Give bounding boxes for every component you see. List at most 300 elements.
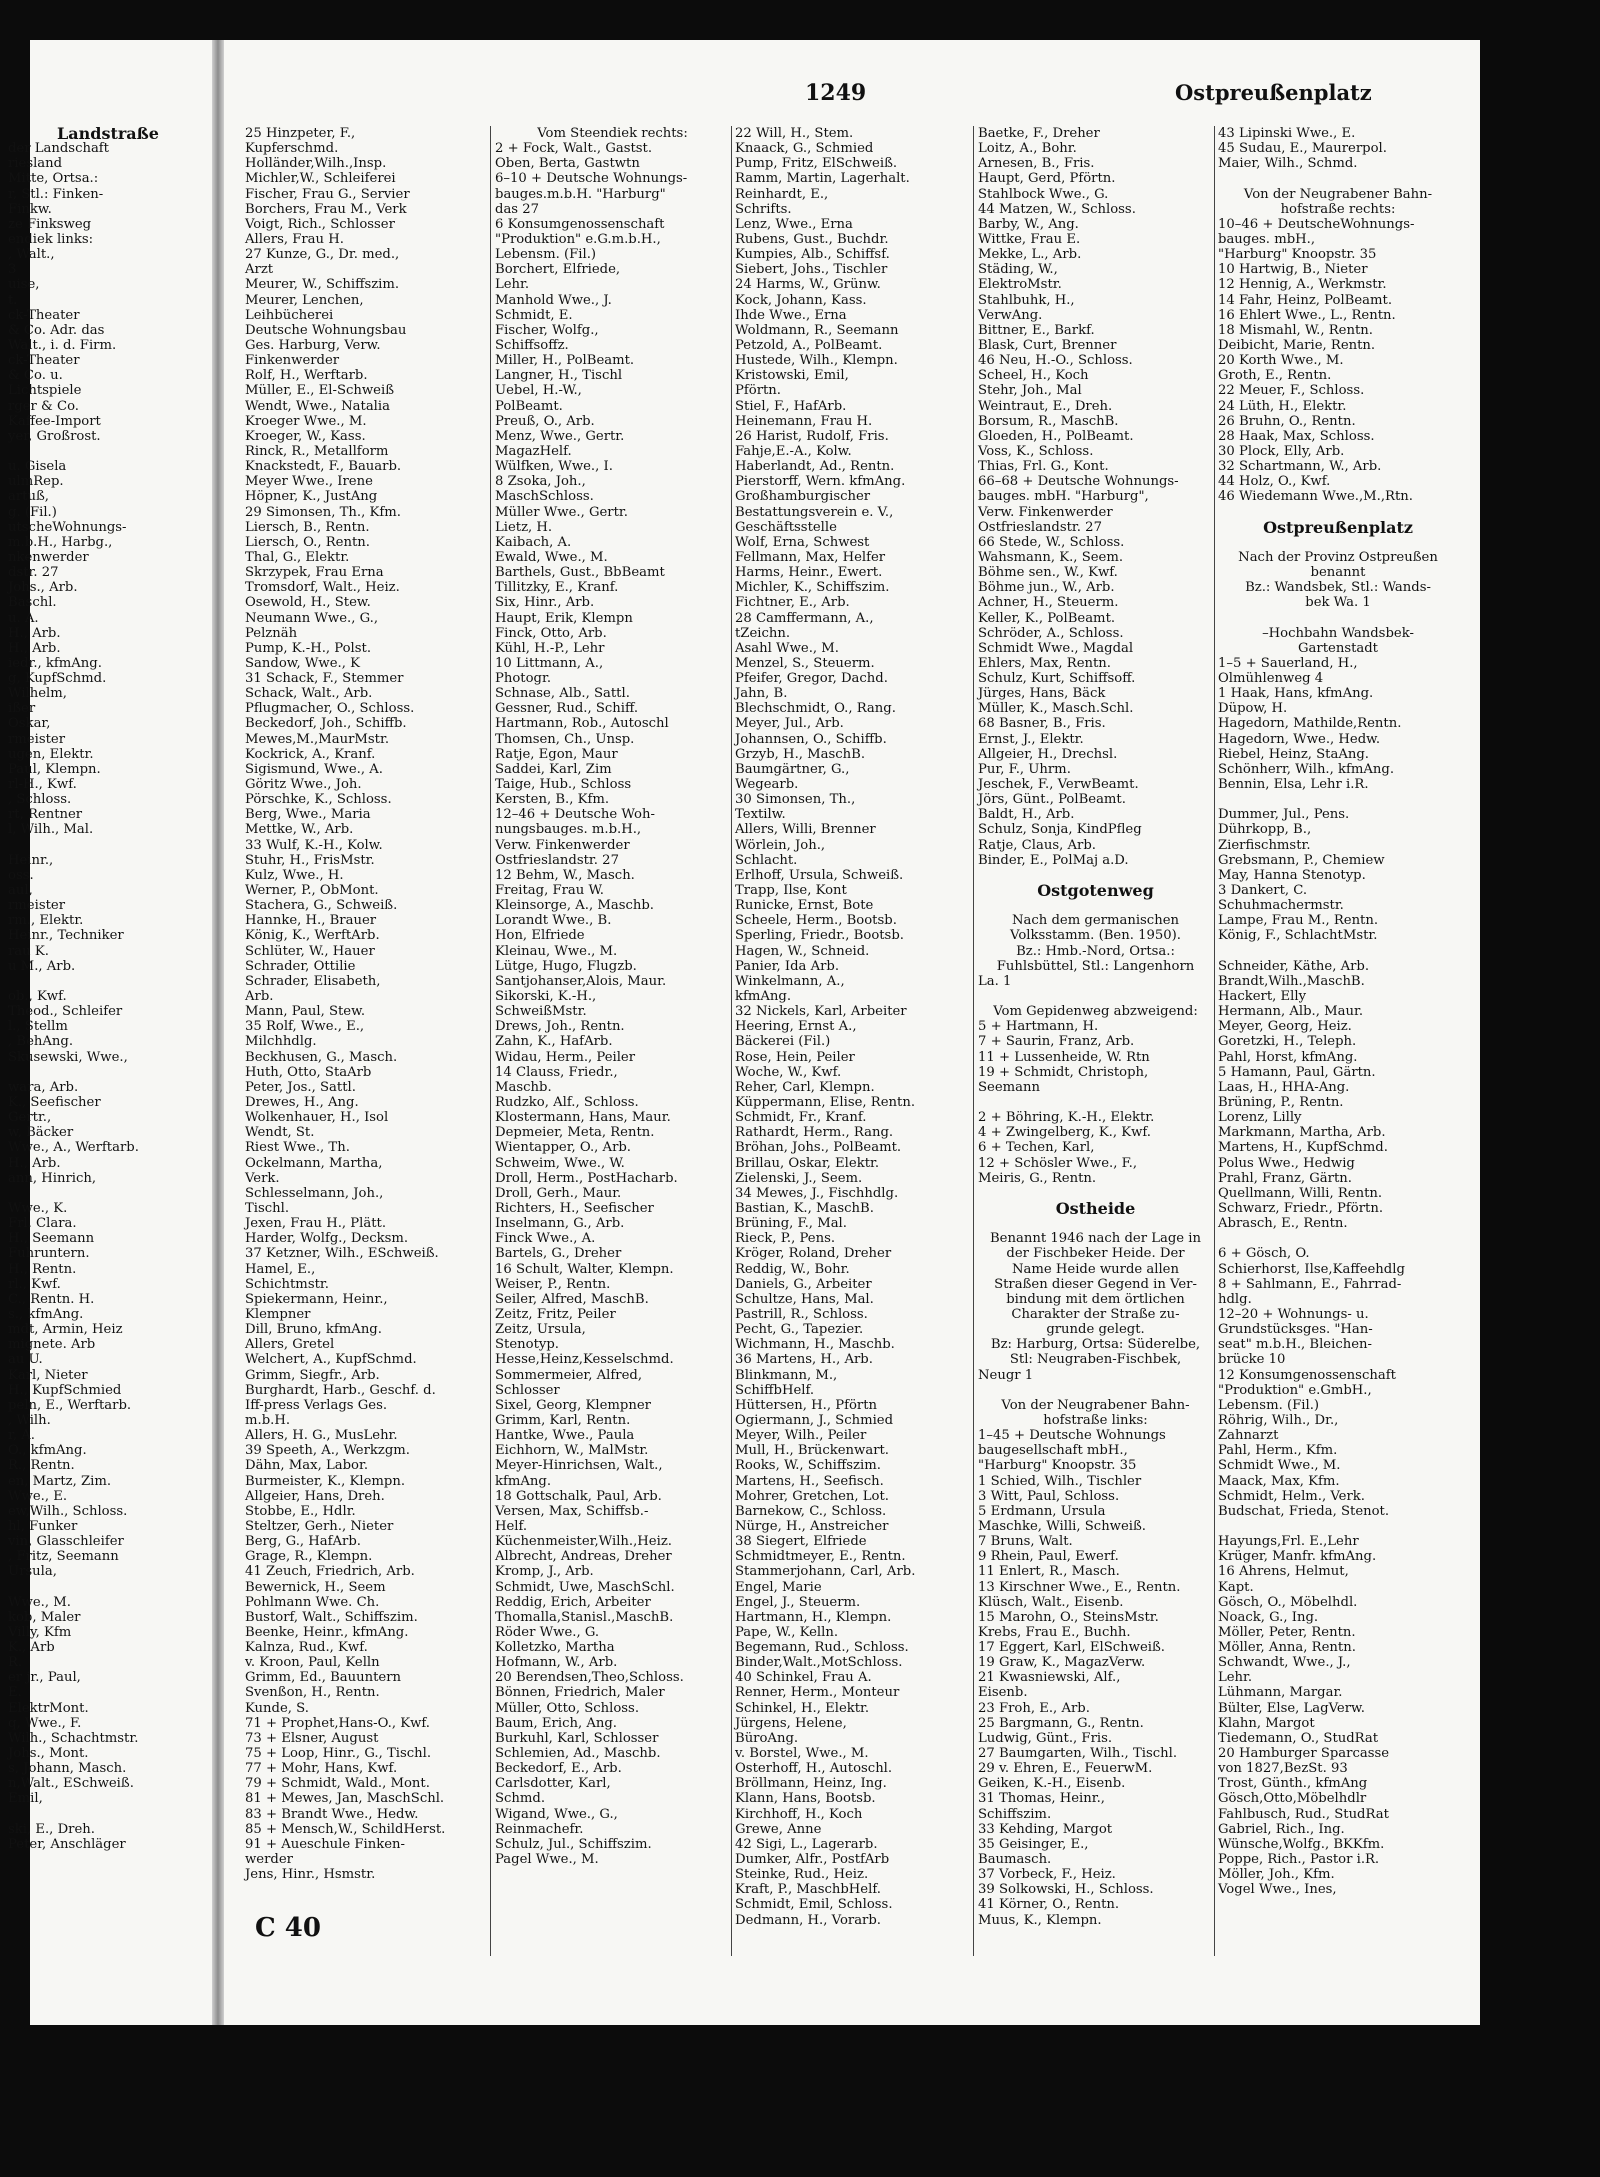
directory-line: Jahn, B. — [735, 686, 788, 702]
directory-line: Baldt, H., Arb. — [978, 807, 1075, 823]
directory-line: Kleinsorge, A., Maschb. — [495, 898, 654, 914]
directory-line: Emil, — [8, 1791, 43, 1807]
directory-column-3 — [495, 126, 730, 1867]
directory-line: Pagel Wwe., M. — [495, 1852, 599, 1868]
directory-line: Uebel, H.-W., — [495, 383, 582, 399]
directory-line: Droll, Gerh., Maur. — [495, 1185, 622, 1201]
directory-line: Stahlbock Wwe., G. — [978, 186, 1109, 202]
directory-line: Sigismund, Wwe., A. — [245, 761, 383, 777]
directory-line: Oben, Berta, Gastwtn — [495, 156, 640, 172]
directory-line: Lehr. — [495, 277, 530, 293]
directory-line: Kroeger, W., Kass. — [245, 428, 366, 444]
directory-line: Welchert, A., KupfSchmd. — [245, 1352, 417, 1368]
directory-line: Seiler, Alfred, MaschB. — [495, 1291, 649, 1307]
directory-line: Rubens, Gust., Buchdr. — [735, 231, 889, 247]
directory-line: Möller, Peter, Rentn. — [1218, 1624, 1356, 1640]
directory-line: Gloeden, H., PolBeamt. — [978, 428, 1134, 444]
directory-line: 2 + Fock, Walt., Gastst. — [495, 141, 653, 157]
directory-line: ski, E., Dreh. — [8, 1821, 95, 1837]
directory-line: Kolletzko, Martha — [495, 1640, 615, 1656]
directory-line: Blinkmann, M., — [735, 1367, 838, 1383]
directory-line: Pelznäh — [245, 625, 298, 641]
directory-line: mignete. Arb — [8, 1337, 96, 1353]
directory-line: 32 Nickels, Karl, Arbeiter — [735, 1004, 907, 1020]
directory-line: Binder, E., PolMaj a.D. — [978, 852, 1129, 868]
directory-line: Bäckerei (Fil.) — [735, 1034, 831, 1050]
directory-line: ew,Wilh., Schloss. — [8, 1503, 128, 1519]
directory-line: Six, Hinr., Arb. — [495, 595, 595, 611]
directory-line: Deutsche Wohnungsbau — [245, 322, 407, 338]
directory-line: Steinke, Rud., Heiz. — [735, 1867, 869, 1883]
directory-line: rt, Rentner — [8, 807, 83, 823]
directory-line: BüroAng. — [735, 1730, 799, 1746]
directory-line: Hüttersen, H., Pförtn — [735, 1397, 878, 1413]
directory-line: Kühl, H.-P., Lehr — [495, 640, 605, 656]
directory-line: Röhrig, Wilh., Dr., — [1218, 1412, 1339, 1428]
directory-line: Kroeger Wwe., M. — [245, 413, 367, 429]
directory-line: Böhme jun., W., Arb. — [978, 580, 1115, 596]
directory-line: Liersch, O., Rentn. — [245, 534, 370, 550]
directory-line: nkenwerder — [8, 549, 89, 565]
directory-line: Hon, Elfriede — [495, 928, 585, 944]
directory-line: Schwarz, Friedr., Pförtn. — [1218, 1200, 1384, 1216]
directory-line: Meurer, W., Schiffszim. — [245, 277, 400, 293]
directory-line: 3 Witt, Paul, Schloss. — [978, 1488, 1120, 1504]
directory-line: Schmidt, Emil, Schloss. — [735, 1897, 893, 1913]
directory-line: Keller, K., PolBeamt. — [978, 610, 1116, 626]
directory-line: Weintraut, E., Dreh. — [978, 398, 1113, 414]
directory-line: l., Stellm — [8, 1019, 68, 1035]
directory-line: Kock, Johann, Kass. — [735, 292, 867, 308]
directory-line: Werner, P., ObMont. — [245, 883, 379, 899]
directory-line: Schrader, Elisabeth, — [245, 973, 381, 989]
directory-line: MagazHelf. — [495, 443, 572, 459]
directory-line: 81 + Mewes, Jan, MaschSchl. — [245, 1791, 445, 1807]
directory-line: Helf. — [495, 1518, 528, 1534]
directory-line: C., Rentn. H. — [8, 1291, 95, 1307]
directory-line: ck-Theater — [8, 307, 80, 323]
column-rule — [490, 126, 491, 1956]
directory-line: 12 + Schösler Wwe., F., — [978, 1155, 1138, 1171]
directory-line: Lichtspiele — [8, 383, 82, 399]
directory-line: Olmühlenweg 4 — [1218, 671, 1324, 687]
directory-line: 16 Ahrens, Helmut, — [1218, 1564, 1349, 1580]
directory-line: Schrader, Ottilie — [245, 958, 356, 974]
directory-line: 1–45 + Deutsche Wohnungs — [978, 1428, 1166, 1444]
directory-line: Ockelmann, Martha, — [245, 1155, 383, 1171]
directory-line: 23 Froh, E., Arb. — [978, 1700, 1090, 1716]
directory-line: Müller, K., Masch.Schl. — [978, 701, 1134, 717]
directory-line: Schierhorst, Ilse,Kaffeehdlg — [1218, 1261, 1405, 1277]
directory-line: Engel, J., Steuerm. — [735, 1594, 861, 1610]
directory-line: Vogel Wwe., Ines, — [1218, 1882, 1337, 1898]
directory-line: Berg, Wwe., Maria — [245, 807, 371, 823]
directory-line: Schmidt, Helm., Verk. — [1218, 1488, 1365, 1504]
directory-line: Von der Neugrabener Bahn- — [1243, 186, 1433, 202]
directory-line: Grimm, Ed., Bauuntern — [245, 1670, 402, 1686]
directory-line: n,Walt., ESchweiß. — [8, 1776, 134, 1792]
directory-line: Saddei, Karl, Zim — [495, 761, 612, 777]
directory-line: Baschl. — [8, 595, 57, 611]
directory-line: Röder Wwe., G. — [495, 1624, 600, 1640]
directory-line: Bz.: Wandsbek, Stl.: Wands- — [1245, 580, 1431, 596]
directory-line: Thomalla,Stanisl.,MaschB. — [495, 1609, 674, 1625]
directory-line: 1 Haak, Hans, kfmAng. — [1218, 686, 1374, 702]
directory-line: Hagedorn, Wwe., Hedw. — [1218, 731, 1381, 747]
directory-line: Stenotyp. — [495, 1337, 559, 1353]
directory-line: der Fischbeker Heide. Der — [1006, 1246, 1185, 1262]
directory-line: Schwandt, Wwe., J., — [1218, 1655, 1351, 1671]
directory-line: Verw. Finkenwerder — [978, 504, 1113, 520]
column-rule — [1214, 126, 1215, 1956]
directory-line: Bülter, Else, LagVerw. — [1218, 1700, 1365, 1716]
directory-line: Brillau, Oskar, Elektr. — [735, 1155, 880, 1171]
directory-line: 2 + Böhring, K.-H., Elektr. — [978, 1110, 1155, 1126]
directory-line — [978, 1095, 1213, 1110]
directory-line: Borsum, R., MaschB. — [978, 413, 1119, 429]
directory-line: Drewes, H., Ang. — [245, 1095, 359, 1110]
directory-line: Reher, Carl, Klempn. — [735, 1079, 875, 1095]
directory-line: 43 Lipinski Wwe., E. — [1218, 126, 1356, 141]
directory-line: Fahlbusch, Rud., StudRat — [1218, 1806, 1389, 1822]
directory-line: Ursula, — [8, 1564, 57, 1580]
directory-line: "Produktion" e.G.m.b.H., — [495, 231, 661, 247]
directory-line: Milchhdlg. — [245, 1034, 317, 1050]
directory-line: Schiffszim. — [978, 1806, 1052, 1822]
directory-line: Jens, Hinr., Hsmstr. — [245, 1867, 376, 1883]
directory-line: Hartmann, Rob., Autoschl — [495, 716, 669, 732]
directory-line: rger & Co. — [8, 398, 79, 414]
directory-line: Mekke, L., Arb. — [978, 247, 1082, 263]
directory-line: Hustede, Wilh., Klempn. — [735, 353, 898, 369]
directory-line: Finkw. — [8, 201, 52, 217]
directory-line: rmeister — [8, 898, 66, 914]
directory-line: 14 Fahr, Heinz, PolBeamt. — [1218, 292, 1393, 308]
directory-line: Allers, H. G., MusLehr. — [245, 1428, 398, 1444]
directory-line: 39 Speeth, A., Werkzgm. — [245, 1443, 410, 1459]
directory-line: Kleinau, Wwe., M. — [495, 943, 618, 959]
directory-line: Ostfrieslandstr. 27 — [978, 519, 1102, 535]
directory-line: MaschSchloss. — [495, 489, 594, 505]
directory-line: 19 Graw, K., MagazVerw. — [978, 1655, 1146, 1671]
directory-line: Riest Wwe., Th. — [245, 1140, 350, 1156]
directory-line: 17 Eggert, Karl, ElSchweiß. — [978, 1640, 1165, 1656]
directory-line: 83 + Brandt Wwe., Hedw. — [245, 1806, 419, 1822]
directory-line: Schlemien, Ad., Maschb. — [495, 1746, 661, 1762]
directory-line: 18 Gottschalk, Paul, Arb. — [495, 1488, 662, 1504]
directory-line: Burmeister, K., Klempn. — [245, 1473, 406, 1489]
directory-line — [1218, 171, 1458, 186]
directory-line: Walt., i. d. Firm. — [8, 337, 117, 353]
directory-line: Ernst, J., Elektr. — [978, 731, 1084, 747]
directory-line: w, Bäcker — [8, 1125, 74, 1141]
directory-line: 46 Neu, H.-O., Schloss. — [978, 353, 1133, 369]
directory-line: Benannt 1946 nach der Lage in — [989, 1231, 1202, 1247]
directory-line: Tischl. — [245, 1200, 290, 1216]
directory-line: Möller, Anna, Rentn. — [1218, 1640, 1356, 1656]
directory-line: Preuß, O., Arb. — [495, 413, 595, 429]
directory-line: endiek links: — [8, 231, 94, 247]
directory-line: Zeitz, Ursula, — [495, 1322, 586, 1338]
directory-line: Osterhoff, H., Autoschl. — [735, 1761, 893, 1777]
directory-line: H., Rentn. — [8, 1261, 77, 1277]
directory-line: Burkuhl, Karl, Schlosser — [495, 1730, 659, 1746]
directory-line: Maschb. — [495, 1079, 552, 1095]
directory-line: tZeichn. — [735, 625, 791, 641]
directory-line: Küchenmeister,Wilh.,Heiz. — [495, 1534, 672, 1550]
directory-line: peln, E., Werftarb. — [8, 1397, 132, 1413]
directory-line: Ogiermann, J., Schmied — [735, 1412, 894, 1428]
directory-line: 26 Harist, Rudolf, Fris. — [735, 428, 889, 444]
directory-line: Sikorski, K.-H., — [495, 989, 597, 1005]
directory-line: Droll, Herm., PostHacharb. — [495, 1170, 678, 1186]
directory-line: u. Gisela — [8, 459, 67, 475]
directory-line: Peter, Jos., Sattl. — [245, 1079, 356, 1095]
directory-line: Blask, Curt, Brenner — [978, 337, 1117, 353]
directory-line — [8, 1807, 208, 1822]
directory-line: Panier, Ida Arb. — [735, 958, 840, 974]
directory-line: Lorandt Wwe., B. — [495, 913, 612, 929]
directory-line: Thomsen, Ch., Unsp. — [495, 731, 635, 747]
directory-line: 32 Schartmann, W., Arb. — [1218, 459, 1382, 475]
directory-line: Johannsen, O., Schiffb. — [735, 731, 887, 747]
directory-line: Villy, Kfm — [8, 1624, 72, 1640]
directory-line: K., Seefischer — [8, 1095, 101, 1110]
directory-line: Dummer, Jul., Pens. — [1218, 807, 1350, 823]
directory-line: Wünsche,Wolfg., BKKfm. — [1218, 1836, 1385, 1852]
directory-line: 4 + Zwingelberg, K., Kwf. — [978, 1125, 1151, 1141]
directory-line: 22 Will, H., Stem. — [735, 126, 854, 141]
directory-line: Borchert, Elfriede, — [495, 262, 621, 278]
directory-line: Deibicht, Marie, Rentn. — [1218, 337, 1376, 353]
directory-line: Seemann — [978, 1079, 1040, 1095]
directory-line: Theod., Schleifer — [8, 1004, 123, 1020]
directory-line: 3 Dankert, C. — [1218, 883, 1308, 899]
directory-line: Peter, Anschläger — [8, 1836, 126, 1852]
directory-line: bek Wa. 1 — [1305, 595, 1371, 611]
directory-line: rau K. — [8, 943, 49, 959]
directory-line: 68 Basner, B., Fris. — [978, 716, 1106, 732]
directory-line: 10 Hartwig, B., Nieter — [1218, 262, 1368, 278]
directory-line: Müller, Otto, Schloss. — [495, 1700, 640, 1716]
directory-line — [978, 989, 1213, 1004]
directory-line: SchweißMstr. — [495, 1004, 587, 1020]
directory-line: 28 Haak, Max, Schloss. — [1218, 428, 1375, 444]
column-rule — [731, 126, 732, 1956]
directory-line: 9 Rhein, Paul, Ewerf. — [978, 1549, 1119, 1565]
directory-line: Rinck, R., Metallform — [245, 443, 389, 459]
directory-line: Noack, G., Ing. — [1218, 1609, 1319, 1625]
directory-line: Meyer-Hinrichsen, Walt., — [495, 1458, 663, 1474]
directory-line: aul, — [8, 883, 33, 899]
directory-line: bauges.m.b.H. "Harburg" — [495, 186, 666, 202]
directory-line: Wilhelm, — [8, 686, 67, 702]
directory-line: Stahlbuhk, H., — [978, 292, 1075, 308]
directory-line: 7 Bruns, Walt. — [978, 1534, 1073, 1550]
directory-line: Arzt — [245, 262, 274, 278]
directory-line: Wwe., A., Werftarb. — [8, 1140, 139, 1156]
directory-line: Lebensm. (Fil.) — [495, 247, 597, 263]
directory-line: Wwe., K. — [8, 1200, 68, 1216]
directory-line: Renner, Herm., Monteur — [735, 1685, 900, 1701]
directory-line: Bestattungsverein e. V., — [735, 504, 894, 520]
directory-line: Schmd. — [495, 1791, 546, 1807]
directory-line: Kumpies, Alb., Schiffsf. — [735, 247, 890, 263]
directory-line: & Co. Adr. das — [8, 322, 105, 338]
directory-line: Bartels, G., Dreher — [495, 1246, 622, 1262]
directory-line: Kunde, S. — [245, 1700, 309, 1716]
directory-line: Baetke, F., Dreher — [978, 126, 1100, 141]
directory-line: ugen, Elektr. — [8, 746, 94, 762]
directory-line: Albrecht, Andreas, Dreher — [495, 1549, 672, 1565]
directory-line: Tiedemann, O., StudRat — [1218, 1730, 1379, 1746]
directory-line: Baum, Erich, Ang. — [495, 1715, 617, 1731]
directory-line: Krüger, Manfr. kfmAng. — [1218, 1549, 1377, 1565]
directory-line: 20 Korth Wwe., M. — [1218, 353, 1344, 369]
directory-line: Skusewski, Wwe., — [8, 1049, 128, 1065]
directory-line: 24 Lüth, H., Elektr. — [1218, 398, 1347, 414]
directory-line: u M., Arb. — [8, 958, 76, 974]
directory-line: 40 Schinkel, Frau A. — [735, 1670, 872, 1686]
directory-line: Knackstedt, F., Bauarb. — [245, 459, 402, 475]
street-heading: Ostpreußenplatz — [1263, 517, 1413, 537]
directory-line: Fahje,E.-A., Kolw. — [735, 443, 852, 459]
directory-line: Thias, Frl. G., Kont. — [978, 459, 1109, 475]
directory-line: Hagen, W., Schneid. — [735, 943, 870, 959]
directory-line: 44 Holz, O., Kwf. — [1218, 474, 1331, 490]
directory-line: utscheWohnungs- — [8, 519, 127, 535]
directory-line: Carlsdotter, Karl, — [495, 1776, 611, 1792]
book-gutter — [212, 40, 224, 2025]
directory-line: Heinr., Techniker — [8, 928, 124, 944]
directory-line: Siebert, Johs., Tischler — [735, 262, 888, 278]
directory-line: Muus, K., Klempn. — [978, 1912, 1102, 1928]
directory-line: Harder, Wolfg., Decksm. — [245, 1231, 409, 1247]
directory-line: Markmann, Martha, Arb. — [1218, 1125, 1386, 1141]
directory-line: Höpner, K., JustAng — [245, 489, 378, 505]
directory-line: Schulz, Kurt, Schiffsoff. — [978, 671, 1136, 687]
directory-line: Stammerjohann, Carl, Arb. — [735, 1564, 916, 1580]
directory-line: Schichtmstr. — [245, 1276, 329, 1292]
directory-line: 21 Kwasniewski, Alf., — [978, 1670, 1121, 1686]
directory-line: Sperling, Friedr., Bootsb. — [735, 928, 904, 944]
directory-line: E. — [8, 1685, 22, 1701]
directory-line: Wientapper, O., Arb. — [495, 1140, 632, 1156]
directory-line: 71 + Prophet,Hans-O., Kwf. — [245, 1715, 430, 1731]
directory-line: Haupt, Gerd, Pförtn. — [978, 171, 1116, 187]
directory-line: 35 Geisinger, E., — [978, 1836, 1089, 1852]
directory-line: r, Stl.: Finken- — [8, 186, 104, 202]
directory-line: Schulz, Jul., Schiffszim. — [495, 1836, 652, 1852]
directory-line: 28 Camffermann, A., — [735, 610, 874, 626]
directory-line: Maschke, Willi, Schweiß. — [978, 1518, 1146, 1534]
directory-line: hdlg. — [1218, 1291, 1252, 1307]
directory-line: Quellmann, Willi, Rentn. — [1218, 1185, 1383, 1201]
directory-line: Verk. — [245, 1170, 280, 1186]
directory-line: Mewes,M.,MaurMstr. — [245, 731, 390, 747]
directory-line: Spiekermann, Heinr., — [245, 1291, 388, 1307]
directory-line: , Fritz, Seemann — [8, 1549, 119, 1565]
directory-line: Großhamburgischer — [735, 489, 871, 505]
directory-line: H., Arb. — [8, 640, 61, 656]
directory-line: Weiser, P., Rentn. — [495, 1276, 611, 1292]
directory-column-5 — [978, 126, 1213, 1928]
directory-line: Barnekow, C., Schloss. — [735, 1503, 887, 1519]
directory-line: Paul, Klempn. — [8, 761, 101, 777]
directory-line: Ewald, Wwe., M. — [495, 549, 608, 565]
directory-line: Drews, Joh., Rentn. — [495, 1019, 625, 1035]
directory-line: "Produktion" e.GmbH., — [1218, 1382, 1372, 1398]
directory-line: Heinr., — [8, 852, 54, 868]
directory-line: Schultze, Hans, Mal. — [735, 1291, 874, 1307]
directory-line: 79 + Schmidt, Wald., Mont. — [245, 1776, 430, 1792]
directory-line: 27 Baumgarten, Wilh., Tischl. — [978, 1746, 1178, 1762]
directory-line: Hackert, Elly — [1218, 989, 1307, 1005]
directory-line: Tromsdorf, Walt., Heiz. — [245, 580, 400, 596]
directory-line: Allers, Willi, Brenner — [735, 822, 876, 838]
directory-line: Schlüter, W., Hauer — [245, 943, 375, 959]
directory-line: Kalnza, Rud., Kwf. — [245, 1640, 368, 1656]
directory-line: 5 Erdmann, Ursula — [978, 1503, 1106, 1519]
directory-line: kob, Maler — [8, 1609, 81, 1625]
directory-line: K., Arb — [8, 1640, 55, 1656]
directory-line: ElektrMont. — [8, 1700, 89, 1716]
directory-line: Poppe, Rich., Pastor i.R. — [1218, 1852, 1380, 1868]
directory-line: s., kfmAng. — [8, 1306, 84, 1322]
directory-line: Skrzypek, Frau Erna — [245, 565, 384, 581]
directory-line: Schack, Walt., Arb. — [245, 686, 373, 702]
directory-line: kfmAng. — [735, 989, 792, 1005]
directory-line: Oskar, — [8, 716, 51, 732]
directory-line: Krebs, Frau E., Buchh. — [978, 1624, 1131, 1640]
directory-line: Lietz, H. — [495, 519, 553, 535]
directory-line: 19 + Schmidt, Christoph, — [978, 1064, 1149, 1080]
directory-line: Volksstamm. (Ben. 1950). — [1010, 928, 1181, 944]
directory-line: m.b.H., Harbg., — [8, 534, 113, 550]
directory-line: 33 Kehding, Margot — [978, 1821, 1113, 1837]
directory-line: 29 Simonsen, Th., Kfm. — [245, 504, 401, 520]
directory-line: Winkelmann, A., — [735, 973, 845, 989]
street-heading: Ostgotenweg — [1037, 881, 1154, 901]
directory-line: Runicke, Ernst, Bote — [735, 898, 874, 914]
directory-line: SchiffbHelf. — [735, 1382, 815, 1398]
directory-line — [978, 1216, 1213, 1231]
directory-line: kfmAng. — [495, 1473, 552, 1489]
directory-line: Mann, Paul, Stew. — [245, 1004, 366, 1020]
directory-line: 15 Marohn, O., SteinsMstr. — [978, 1609, 1159, 1625]
directory-line: Pförtn. — [735, 383, 781, 399]
directory-line: Schuhmachermstr. — [1218, 898, 1344, 914]
directory-line: 16 Ehlert Wwe., L., Rentn. — [1218, 307, 1396, 323]
directory-line: 35 Rolf, Wwe., E., — [245, 1019, 365, 1035]
directory-line — [8, 974, 208, 989]
directory-line: Pierstorff, Wern. kfmAng. — [735, 474, 906, 490]
directory-line: 39 Solkowski, H., Schloss. — [978, 1882, 1154, 1898]
directory-line: Wwe., M. — [8, 1594, 71, 1610]
directory-line: Petzold, A., PolBeamt. — [735, 337, 883, 353]
directory-line: Rathardt, Herm., Rang. — [735, 1125, 894, 1141]
directory-line: 6 + Techen, Karl, — [978, 1140, 1095, 1156]
directory-line: Geiken, K.-H., Eisenb. — [978, 1776, 1126, 1792]
directory-line: Heering, Ernst A., — [735, 1019, 857, 1035]
directory-line: Schmidt Wwe., Magdal — [978, 640, 1134, 656]
directory-line: Kromp, J., Arb. — [495, 1564, 594, 1580]
directory-line: Vom Steendiek rechts: — [537, 126, 688, 141]
directory-line: das 27 — [495, 201, 540, 217]
directory-line: Heinemann, Frau H. — [735, 413, 873, 429]
directory-line: Mohrer, Gretchen, Lot. — [735, 1488, 889, 1504]
directory-line: Kapt. — [1218, 1579, 1254, 1595]
